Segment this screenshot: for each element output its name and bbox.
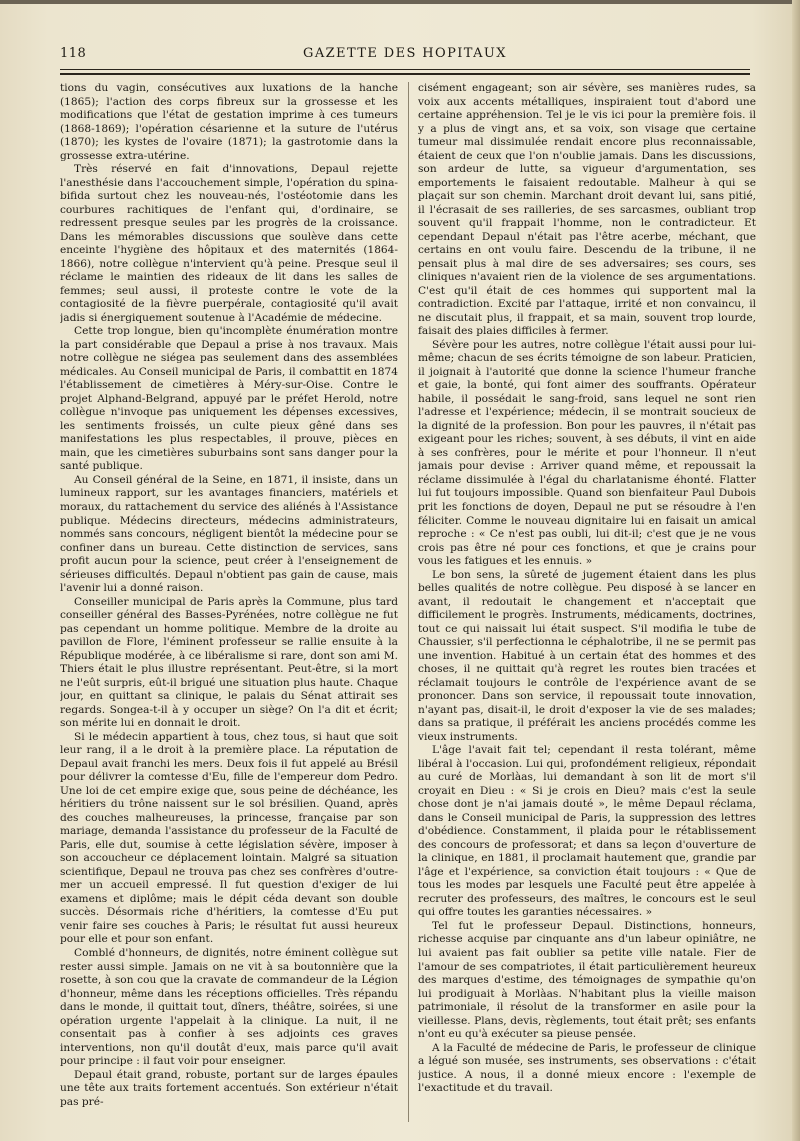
paragraph: Tel fut le professeur Depaul. Distinctions, honneurs, richesse acquise par cinquante ans d'un labeur opiniâtre, ne lui avaient pas fait oublier sa petite ville natale. Fier de l'amour de ses compatriotes, il était particulièrement heureux des marques d'estime, des témoignages de sympathie qu'on lui prodiguait à Morlàas. N'habitant plus la vieille maison patrimoniale, il résolut de la transformer en asile pour la vieillesse. Plans, devis, règlements, tout était prêt; ses enfants n'ont eu qu'à exécuter sa pieuse pensée.: [418, 919, 756, 1041]
page-edge: [792, 0, 800, 1141]
paragraph: L'âge l'avait fait tel; cependant il resta tolérant, même libéral à l'occasion. Lui qui, profondément religieux, répondait au curé de Morlàas, lui demandant à son lit de mort s'il croyait en Dieu : « Si je crois en Dieu? mais c'est la seule chose dont je n'ai jamais douté », le même Depaul réclama, dans le Conseil municipal de Paris, la suppression des lettres d'obédience. Constamment, il plaida pour le rétablissement des concours de professorat; et dans sa leçon d'ouverture de la clinique, en 1881, il proclamait hautement que, grandie par l'âge et l'expérience, sa conviction était toujours : « Que de tous les modes par lesquels une Faculté peut être appelée à recruter des professeurs, des maîtres, le concours est le seul qui offre toutes les garanties nécessaires. »: [418, 744, 756, 919]
paragraph: A la Faculté de médecine de Paris, le professeur de clinique a légué son musée, ses instruments, ses observations : c'était justice. A nous, il a donné mieux encore : l'exemple de l'exactitude et du travail.: [418, 1041, 756, 1095]
left-column: [60, 82, 398, 1127]
right-column: [418, 82, 756, 1127]
paragraph: Au Conseil général de la Seine, en 1871, il insiste, dans un lumineux rapport, sur les avantages financiers, matériels et moraux, du rattachement du service des aliénés à l'Assistance publique. Médecins directeurs, médecins administrateurs, nommés sans concours, négligent bientôt la médecine pour se confiner dans un bureau. Cette distinction de services, sans profit aucun pour la science, peut créer à l'enseignement de sérieuses difficultés. Depaul n'obtient pas gain de cause, mais l'avenir lui a donné raison.: [60, 473, 398, 595]
paragraph: Cette trop longue, bien qu'incomplète énumération montre la part considérable que Depaul a prise à nos travaux. Mais notre collègue ne siégea pas seulement dans des assemblées médicales. Au Conseil municipal de Paris, il combattit en 1874 l'établissement de cimetières à Méry-sur-Oise. Contre le projet Alphand-Belgrand, appuyé par le préfet Herold, notre collègue n'invoque pas uniquement les dépenses excessives, les sentiments froissés, un culte pieux gêné dans ses manifestations les plus respectables, il prouve, pièces en main, que les cimetières suburbains sont sans danger pour la santé publique.: [60, 325, 398, 473]
paragraph: Conseiller municipal de Paris après la Commune, plus tard conseiller général des Basses-Pyrénées, notre collègue ne fut pas cependant un homme politique. Membre de la droite au pavillon de Flore, l'éminent professeur se rallie ensuite à la République modérée, à ce libéralisme si rare, dont son ami M. Thiers était le plus illustre représentant. Peut-être, si la mort ne l'eût surpris, eût-il brigué une situation plus haute. Chaque jour, en quittant sa clinique, le palais du Sénat attirait ses regards. Songea-t-il à y occuper un siège? On l'a dit et écrit; son mérite lui en donnait le droit.: [60, 595, 398, 730]
column-divider: [408, 82, 409, 1122]
paragraph: cisément engageant; son air sévère, ses manières rudes, sa voix aux accents métalliques, inspiraient tout d'abord une certaine appréhension. Tel je le vis ici pour la première fois. il y a plus de vingt ans, et sa voix, son visage que certaine tumeur mal dissimulée rendait encore plus reconnaissable, étaient de ceux que l'on n'oublie jamais. Dans les discussions, son ardeur de lutte, sa vigueur d'argumentation, ses emportements le faisaient redoutable. Malheur à qui se plaçait sur son chemin. Marchant droit devant lui, sans pitié, il l'écrasait de ses railleries, de ses sarcasmes, oubliant trop souvent qu'il frappait l'homme, non le contradicteur. Et cependant Depaul n'était pas l'être acerbe, méchant, que certains en ont voulu faire. Descendu de la tribune, il ne pensait plus à mal dire de ses adversaires; ses cours, ses cliniques n'avaient rien de la violence de ses argumentations. C'est qu'il était de ces hommes qui supportent mal la contradiction. Excité par l'attaque, irrité et non convaincu, il ne discutait plus, il frappait, et sa main, souvent trop lourde, faisait des plaies difficiles à fermer.: [418, 82, 756, 338]
page-header: [60, 44, 750, 68]
paragraph: Le bon sens, la sûreté de jugement étaient dans les plus belles qualités de notre collègue. Peu disposé à se lancer en avant, il redoutait le changement et n'acceptait que difficilement le progrès. Instruments, médicaments, doctrines, tout ce qui naissait lui était suspect. S'il modifia le tube de Chaussier, s'il perfectionna le céphalotribe, il ne se permit pas une invention. Habitué à un certain état des hommes et des choses, il ne quittait qu'à regret les routes bien tracées et réclamait toujours le contrôle de l'expérience avant de se prononcer. Dans son service, il repoussait toute innovation, n'ayant pas, disait-il, le droit d'exposer la vie de ses malades; dans sa pratique, il préférait les anciens procédés comme les vieux instruments.: [418, 568, 756, 743]
running-title: GAZETTE DES HOPITAUX: [303, 46, 507, 61]
header-rule-thin: [60, 69, 750, 70]
page-number: 118: [60, 46, 87, 61]
paragraph: Depaul était grand, robuste, portant sur de larges épaules une tête aux traits fortement accentués. Son extérieur n'était pas pré-: [60, 1068, 398, 1108]
paragraph: Si le médecin appartient à tous, chez tous, si haut que soit leur rang, il a le droit à la première place. La réputation de Depaul avait franchi les mers. Deux fois il fut appelé au Brésil pour délivrer la comtesse d'Eu, fille de l'empereur dom Pedro. Une loi de cet empire exige que, sous peine de déchéance, les héritiers du trône naissent sur le sol brésilien. Quand, après des couches malheureuses, la princesse, française par son mariage, demanda l'assistance du professeur de la Faculté de Paris, elle dut, soumise à cette législation sévère, imposer à son accoucheur ce déplacement lointain. Malgré sa situation scientifique, Depaul ne trouva pas chez ses confrères d'outre-mer un accueil empressé. Il fut question d'exiger de lui examens et diplôme; mais le dépit céda devant son double succès. Désormais riche d'héritiers, la comtesse d'Eu put venir faire ses couches à Paris; le résultat fut aussi heureux pour elle et pour son enfant.: [60, 730, 398, 946]
header-rule-thick: [60, 73, 750, 75]
paragraph: Très réservé en fait d'innovations, Depaul rejette l'anesthésie dans l'accouchement simple, l'opération du spina-bifida surtout chez les nouveau-nés, l'ostéotomie dans les courbures rachitiques de l'enfant qui, d'ordinaire, se redressent presque seules par les progrès de la croissance. Dans les mémorables discussions que soulève dans cette enceinte l'hygiène des hôpitaux et des maternités (1864-1866), notre collègue n'intervient qu'à peine. Presque seul il réclame le maintien des rideaux de lit dans les salles de femmes; seul aussi, il proteste contre le vote de la contagiosité de la fièvre puerpérale, contagiosité qu'il avait jadis si énergiquement soutenue à l'Académie de médecine.: [60, 163, 398, 324]
paragraph: Comblé d'honneurs, de dignités, notre éminent collègue sut rester aussi simple. Jamais on ne vit à sa boutonnière que la rosette, à son cou que la cravate de commandeur de la Légion d'honneur, même dans les réceptions officielles. Très répandu dans le monde, il quittait tout, dîners, théâtre, soirées, si une opération urgente l'appelait à la clinique. La nuit, il ne consentait pas à confier à ses adjoints ces graves interventions, non qu'il doutât d'eux, mais parce qu'il avait pour principe : il faut voir pour enseigner.: [60, 947, 398, 1068]
paragraph: tions du vagin, consécutives aux luxations de la hanche (1865); l'action des corps fibreux sur la grossesse et les modifications que l'état de gestation imprime à ces tumeurs (1868-1869); l'opération césarienne et la suture de l'utérus (1870); les kystes de l'ovaire (1871); la gastrotomie dans la grossesse extra-utérine.: [60, 82, 398, 162]
paragraph: Sévère pour les autres, notre collègue l'était aussi pour lui-même; chacun de ses écrits témoigne de son labeur. Praticien, il joignait à l'autorité que donne la science l'humeur franche et gaie, la bonté, qui font aimer des souffrants. Opérateur habile, il possédait le sang-froid, sans lequel ne sont rien l'adresse et l'expérience; médecin, il se montrait soucieux de la dignité de la profession. Bon pour les pauvres, il n'était pas exigeant pour les riches; souvent, à ses débuts, il vint en aide à ses confrères, pour le mérite et pour l'honneur. Il n'eut jamais pour devise : Arriver quand même, et repoussait la réclame dissimulée à l'égal du charlatanisme éhonté. Flatter lui fut toujours impossible. Quand son bienfaiteur Paul Dubois prit les fonctions de doyen, Depaul ne put se résoudre à l'en féliciter. Comme le nouveau dignitaire lui en faisait un amical reproche : « Ce n'est pas oubli, lui dit-il; c'est que je ne vous crois pas être né pour ces fonctions, et que je crains pour vous les fatigues et les ennuis. »: [418, 338, 756, 568]
